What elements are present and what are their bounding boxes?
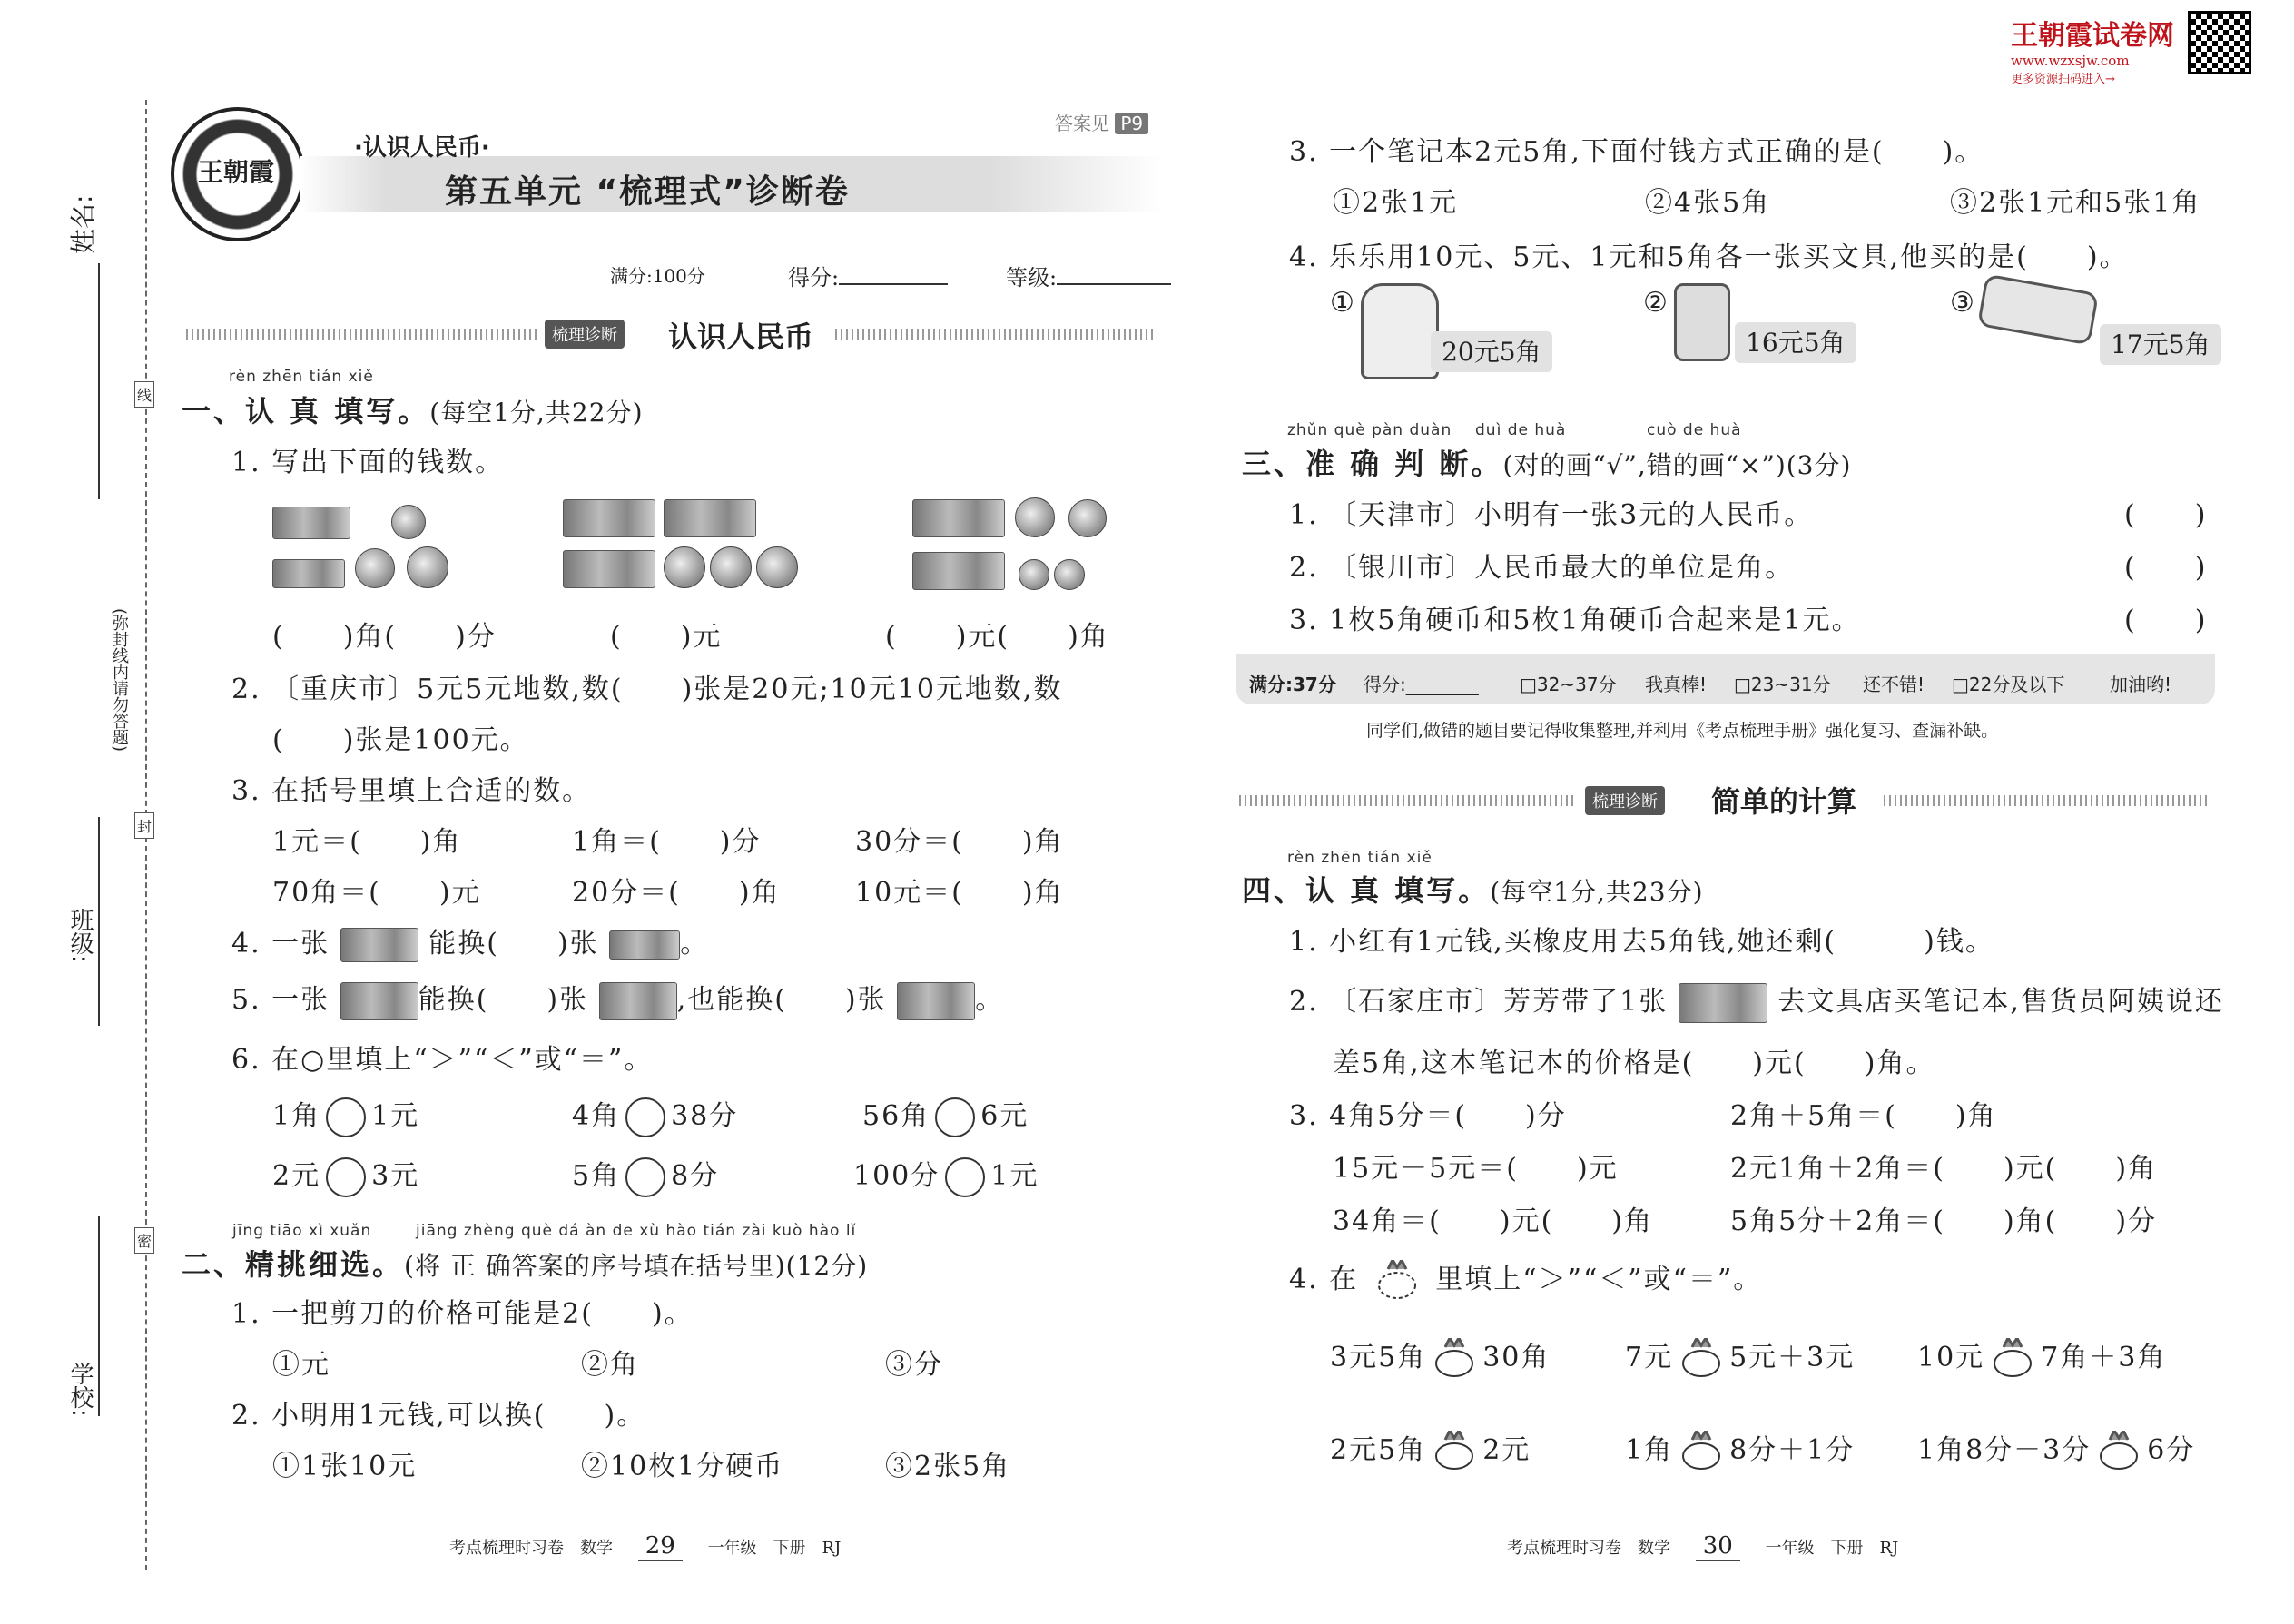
radish-icon[interactable] <box>1679 1431 1724 1472</box>
divider-left <box>186 329 540 340</box>
coin-icon <box>664 546 705 588</box>
s1-note: (每空1分,共22分) <box>429 398 644 428</box>
radish-icon <box>1374 1260 1420 1302</box>
s4-note: (每空1分,共23分) <box>1490 877 1704 907</box>
topic-title-left: 认识人民币 <box>668 320 814 354</box>
judge-paren[interactable]: ( ) <box>2124 499 2208 531</box>
compare-item <box>272 1153 419 1197</box>
divider-right <box>835 329 1157 340</box>
footer-grade: 一年级 下册 RJ <box>1765 1539 1899 1558</box>
sharpener-icon <box>1674 283 1730 361</box>
q4-text-b[interactable]: 能换( )张 <box>428 928 599 960</box>
r4-q4-text-b: 里填上“＞”“＜”或“＝”。 <box>1435 1264 1763 1295</box>
compare-left: 3元5角 <box>1330 1342 1427 1373</box>
coin-icon <box>1068 499 1107 537</box>
compare-circle[interactable] <box>625 1157 665 1197</box>
class-label: 班级: <box>66 908 94 963</box>
backpack-icon <box>1361 283 1439 379</box>
s4-heading <box>1242 868 1704 910</box>
q2-2-text: 2. 小明用1元钱,可以换( )。 <box>231 1400 646 1432</box>
s3-heading <box>1242 441 1851 483</box>
compare-circle[interactable] <box>935 1097 975 1137</box>
s2-title: 二、精挑细选。 <box>182 1247 405 1282</box>
s4-title: 四、认 真 填写。 <box>1242 873 1491 908</box>
item-price: 16元5角 <box>1735 322 1856 363</box>
judge-item: 3. 1枚5角硬币和5枚1角硬币合起来是1元。 <box>1289 605 1861 636</box>
page-number: 29 <box>638 1532 683 1561</box>
q2-2-option[interactable]: ③2张5角 <box>885 1451 1011 1482</box>
brand-url: www.wzxsjw.com <box>2011 53 2130 69</box>
compare-right: 5元＋3元 <box>1729 1342 1856 1373</box>
r4-q2-text-a: 2. 〔石家庄市〕芳芳带了1张 <box>1289 986 1669 1018</box>
name-underline <box>98 263 100 499</box>
scorebar-score[interactable]: 得分:________ <box>1364 674 1479 695</box>
page-title: 第五单元 “梳理式”诊断卷 <box>445 173 850 211</box>
item-num: ② <box>1643 287 1669 319</box>
q3-text: 3. 在括号里填上合适的数。 <box>231 775 592 807</box>
compare-right: 1元 <box>371 1100 420 1132</box>
money-group-1 <box>272 505 448 592</box>
q1-answer-1[interactable]: ( )角( )分 <box>272 621 497 653</box>
q2-1-text: 1. 一把剪刀的价格可能是2( )。 <box>231 1298 694 1330</box>
r4-q2-text-c: 差5角,这本笔记本的价格是( )元( )角。 <box>1333 1048 1935 1079</box>
brand-name: 王朝霞试卷网 <box>2011 20 2174 52</box>
score-bar <box>1236 654 2215 704</box>
item-price: 20元5角 <box>1431 331 1551 372</box>
coin-icon <box>756 546 798 588</box>
q2-2-option[interactable]: ①1张10元 <box>272 1451 418 1482</box>
q3-item[interactable]: 10元＝( )角 <box>855 877 1064 909</box>
q6-text: 6. 在○里填上“＞”“＜”或“＝”。 <box>231 1044 654 1076</box>
scorebar-option[interactable]: □32~37分 <box>1520 674 1617 695</box>
answer-ref-label: 答案见 <box>1055 113 1109 134</box>
radish-compare <box>1917 1334 2166 1380</box>
radish-icon[interactable] <box>1679 1338 1724 1380</box>
scorebar-option[interactable]: □22分及以下 <box>1952 674 2065 695</box>
scorebar-option[interactable]: □23~31分 <box>1734 674 1831 695</box>
r4-q2-line <box>1289 979 2224 1023</box>
topic-tag <box>545 320 625 349</box>
compare-circle[interactable] <box>945 1157 985 1197</box>
radish-compare <box>1625 1427 1855 1472</box>
money-group-2 <box>563 499 798 592</box>
footer-left <box>449 1532 841 1560</box>
q4-text-a: 4. 一张 <box>231 928 330 960</box>
q2-2-option[interactable]: ②10枚1分硬币 <box>581 1451 784 1482</box>
q1-answer-3[interactable]: ( )元( )角 <box>885 621 1109 653</box>
q4-text-c: 。 <box>680 928 710 960</box>
money-group-3 <box>912 497 1107 594</box>
q2-text-a: 2. 〔重庆市〕5元5元地数,数( )张是20元;10元10元地数,数 <box>231 674 1063 705</box>
tip-text: 同学们,做错的题目要记得收集整理,并利用《考点梳理手册》强化复习、查漏补缺。 <box>1366 721 1999 741</box>
grade-field[interactable] <box>1006 260 1171 291</box>
page-number: 30 <box>1696 1532 1740 1561</box>
q5-text-b[interactable]: 能换( )张 <box>418 984 589 1016</box>
compare-left: 5角 <box>572 1160 621 1192</box>
radish-compare <box>1917 1427 2195 1472</box>
radish-icon[interactable] <box>1432 1338 1477 1380</box>
bill-icon <box>1679 983 1767 1023</box>
no-answer-note: (弥封线内请勿答题) <box>110 608 129 753</box>
judge-item: 1. 〔天津市〕小明有一张3元的人民币。 <box>1289 499 1814 531</box>
footer-right <box>1507 1532 1898 1560</box>
compare-right: 7角＋3角 <box>2041 1342 2167 1373</box>
judge-item: 2. 〔银川市〕人民币最大的单位是角。 <box>1289 552 1795 584</box>
q3-item[interactable]: 30分＝( )角 <box>855 826 1064 858</box>
bill-icon <box>563 550 655 588</box>
radish-compare <box>1625 1334 1855 1380</box>
calc-item[interactable]: 5角5分＋2角＝( )角( )分 <box>1730 1206 2158 1237</box>
q3-item[interactable]: 1角＝( )分 <box>572 826 762 858</box>
topic-title-right: 简单的计算 <box>1711 784 1857 819</box>
q5-text-d: 。 <box>975 984 1005 1016</box>
grade-label: 等级: <box>1006 265 1058 290</box>
compare-circle[interactable] <box>326 1097 366 1137</box>
qr-code-icon[interactable] <box>2188 11 2251 74</box>
s4-pinyin: rèn zhēn tián xiě <box>1287 849 1433 867</box>
item-option-2[interactable] <box>1643 283 1856 361</box>
item-option-1[interactable] <box>1330 283 1565 379</box>
seal-mi: 密 <box>134 1227 154 1254</box>
s3-note: (对的画“√”,错的画“×”)(3分) <box>1502 450 1852 480</box>
topic-tag-label: 梳理诊断 <box>1585 786 1665 815</box>
r-q3-option[interactable]: ②4张5角 <box>1645 187 1771 219</box>
q2-1-option[interactable]: ①元 <box>272 1349 330 1381</box>
compare-left: 2元 <box>272 1160 321 1192</box>
compare-right: 2元 <box>1482 1434 1531 1466</box>
q2-1-option[interactable]: ②角 <box>581 1349 639 1381</box>
r4-q4-line <box>1289 1256 1762 1302</box>
r-q3-text: 3. 一个笔记本2元5角,下面付钱方式正确的是( )。 <box>1289 136 1984 168</box>
bill-icon <box>272 559 345 588</box>
logo-badge <box>171 107 305 241</box>
coin-icon <box>1019 559 1049 590</box>
compare-left: 1角 <box>1625 1434 1674 1466</box>
compare-right: 1元 <box>990 1160 1039 1192</box>
s2-note: (将 正 确答案的序号填在括号里)(12分) <box>404 1251 869 1281</box>
footer-book: 考点梳理时习卷 数学 <box>1507 1539 1670 1558</box>
name-field[interactable] <box>64 195 100 254</box>
compare-right: 38分 <box>671 1100 739 1132</box>
radish-icon[interactable] <box>1432 1431 1477 1472</box>
item-option-3[interactable] <box>1950 283 2221 359</box>
compare-circle[interactable] <box>326 1157 366 1197</box>
calc-item[interactable]: 2元1角＋2角＝( )元( )角 <box>1730 1153 2158 1185</box>
footer-book: 考点梳理时习卷 数学 <box>449 1539 613 1558</box>
seal-feng: 封 <box>134 812 154 839</box>
compare-left: 10元 <box>1917 1342 1985 1373</box>
compare-left: 1角8分－3分 <box>1917 1434 2092 1466</box>
s3-pinyin-1: zhǔn què pàn duàn <box>1287 421 1452 439</box>
coin-icon <box>355 548 395 588</box>
calc-item[interactable]: 34角＝( )元( )角 <box>1333 1206 1653 1237</box>
bill-icon <box>563 499 655 537</box>
seal-line: 线 <box>134 381 154 408</box>
compare-left: 7元 <box>1625 1342 1674 1373</box>
coin-icon <box>710 546 752 588</box>
name-label: 姓名: <box>68 194 98 254</box>
radish-icon[interactable] <box>1990 1338 2035 1380</box>
compare-item <box>572 1153 719 1197</box>
r-q3-option[interactable]: ③2张1元和5张1角 <box>1950 187 2201 219</box>
q5-line <box>231 977 1004 1020</box>
s2-pinyin-1: jīng tiāo xì xuǎn <box>232 1222 372 1240</box>
compare-right: 8分 <box>671 1160 720 1192</box>
pencil-case-icon <box>1977 274 2099 346</box>
bill-icon <box>912 552 1005 590</box>
score-field[interactable] <box>788 260 948 291</box>
divider-left <box>1239 795 1575 806</box>
s3-pinyin-2: duì de huà <box>1475 421 1567 439</box>
brand-block <box>2011 13 2174 86</box>
r4-q1-text: 1. 小红有1元钱,买橡皮用去5角钱,她还剩( )钱。 <box>1289 926 1994 958</box>
judge-paren[interactable]: ( ) <box>2124 605 2208 636</box>
item-num: ③ <box>1950 287 1976 319</box>
full-score: 满分:100分 <box>610 265 705 287</box>
q3-item[interactable]: 1元＝( )角 <box>272 826 462 858</box>
calc-item[interactable]: 15元－5元＝( )元 <box>1333 1153 1619 1185</box>
compare-right: 6元 <box>980 1100 1029 1132</box>
coin-icon <box>391 505 426 539</box>
item-num: ① <box>1330 287 1356 319</box>
divider-right <box>1884 795 2210 806</box>
radish-compare <box>1330 1427 1531 1472</box>
s3-pinyin-3: cuò de huà <box>1647 421 1742 439</box>
scorebar-option-text: 我真棒! <box>1645 674 1708 695</box>
compare-right: 3元 <box>371 1160 420 1192</box>
r4-q4-text-a: 4. 在 <box>1289 1264 1359 1295</box>
q2-1-option[interactable]: ③分 <box>885 1349 943 1381</box>
q3-item[interactable]: 20分＝( )角 <box>572 877 781 909</box>
s1-heading <box>182 389 644 430</box>
compare-item <box>572 1093 738 1137</box>
compare-item <box>862 1093 1029 1137</box>
q1-answer-2[interactable]: ( )元 <box>610 621 723 653</box>
q5-text-c[interactable]: ,也能换( )张 <box>676 984 887 1016</box>
r-q3-option[interactable]: ①2张1元 <box>1333 187 1459 219</box>
r-q4-text: 4. 乐乐用10元、5元、1元和5角各一张买文具,他买的是( )。 <box>1289 241 2129 273</box>
logo-text: 王朝霞 <box>198 157 275 187</box>
class-field[interactable] <box>64 908 97 967</box>
compare-left: 100分 <box>853 1160 940 1192</box>
bill-icon <box>912 499 1005 537</box>
s2-heading <box>182 1242 868 1284</box>
score-label: 得分: <box>788 265 840 290</box>
compare-left: 2元5角 <box>1330 1434 1427 1466</box>
compare-right: 6分 <box>2147 1434 2196 1466</box>
q3-item[interactable]: 70角＝( )元 <box>272 877 481 909</box>
judge-paren[interactable]: ( ) <box>2124 552 2208 584</box>
bill-icon <box>599 982 677 1020</box>
coin-icon <box>1054 559 1085 590</box>
coin-icon <box>1015 497 1055 537</box>
school-field[interactable] <box>64 1362 97 1421</box>
topic-tag-label: 梳理诊断 <box>545 320 625 349</box>
calc-item[interactable]: 2角＋5角＝( )角 <box>1730 1100 1997 1132</box>
compare-item <box>853 1153 1039 1197</box>
compare-left: 4角 <box>572 1100 621 1132</box>
q2-text-b: ( )张是100元。 <box>272 724 529 756</box>
scorebar-full: 满分:37分 <box>1249 674 1336 695</box>
coin-icon <box>407 546 448 588</box>
q4-line <box>231 920 709 962</box>
item-price: 17元5角 <box>2100 324 2220 365</box>
q1-text: 1. 写出下面的钱数。 <box>231 447 505 478</box>
r4-q2-text-b: 去文具店买笔记本,售货员阿姨说还 <box>1777 986 2224 1018</box>
bill-icon <box>664 499 756 537</box>
answer-ref <box>1055 109 1148 135</box>
bill-icon <box>340 982 418 1020</box>
radish-icon[interactable] <box>2096 1431 2141 1472</box>
bill-icon <box>897 982 975 1020</box>
s2-pinyin-2: jiāng zhèng què dá àn de xù hào tián zài kuò hào lǐ <box>416 1222 857 1240</box>
school-label: 学校: <box>66 1362 94 1417</box>
compare-right: 8分＋1分 <box>1729 1434 1856 1466</box>
scorebar-option-text: 还不错! <box>1863 674 1925 695</box>
radish-compare <box>1330 1334 1550 1380</box>
school-underline <box>98 1216 100 1416</box>
compare-right: 30角 <box>1482 1342 1551 1373</box>
compare-left: 1角 <box>272 1100 321 1132</box>
bill-icon <box>340 928 418 962</box>
bill-icon <box>272 507 350 539</box>
answer-page: P9 <box>1115 113 1148 134</box>
bill-icon <box>609 930 680 960</box>
scorebar-option-text: 加油哟! <box>2110 674 2172 695</box>
subtitle: ·认识人民币· <box>354 134 490 162</box>
compare-left: 56角 <box>862 1100 930 1132</box>
calc-item[interactable]: 3. 4角5分＝( )分 <box>1289 1100 1567 1132</box>
brand-scan-text: 更多资源扫码进入→ <box>2011 73 2115 86</box>
compare-item <box>272 1093 419 1137</box>
topic-tag-right <box>1585 786 1665 815</box>
compare-circle[interactable] <box>625 1097 665 1137</box>
s1-title: 一、认 真 填写。 <box>182 394 430 428</box>
s1-pinyin: rèn zhēn tián xiě <box>229 368 374 386</box>
footer-grade: 一年级 下册 RJ <box>707 1539 842 1558</box>
s3-title: 三、准 确 判 断。 <box>1242 447 1503 481</box>
class-underline <box>98 817 100 1026</box>
q5-text-a: 5. 一张 <box>231 984 330 1016</box>
